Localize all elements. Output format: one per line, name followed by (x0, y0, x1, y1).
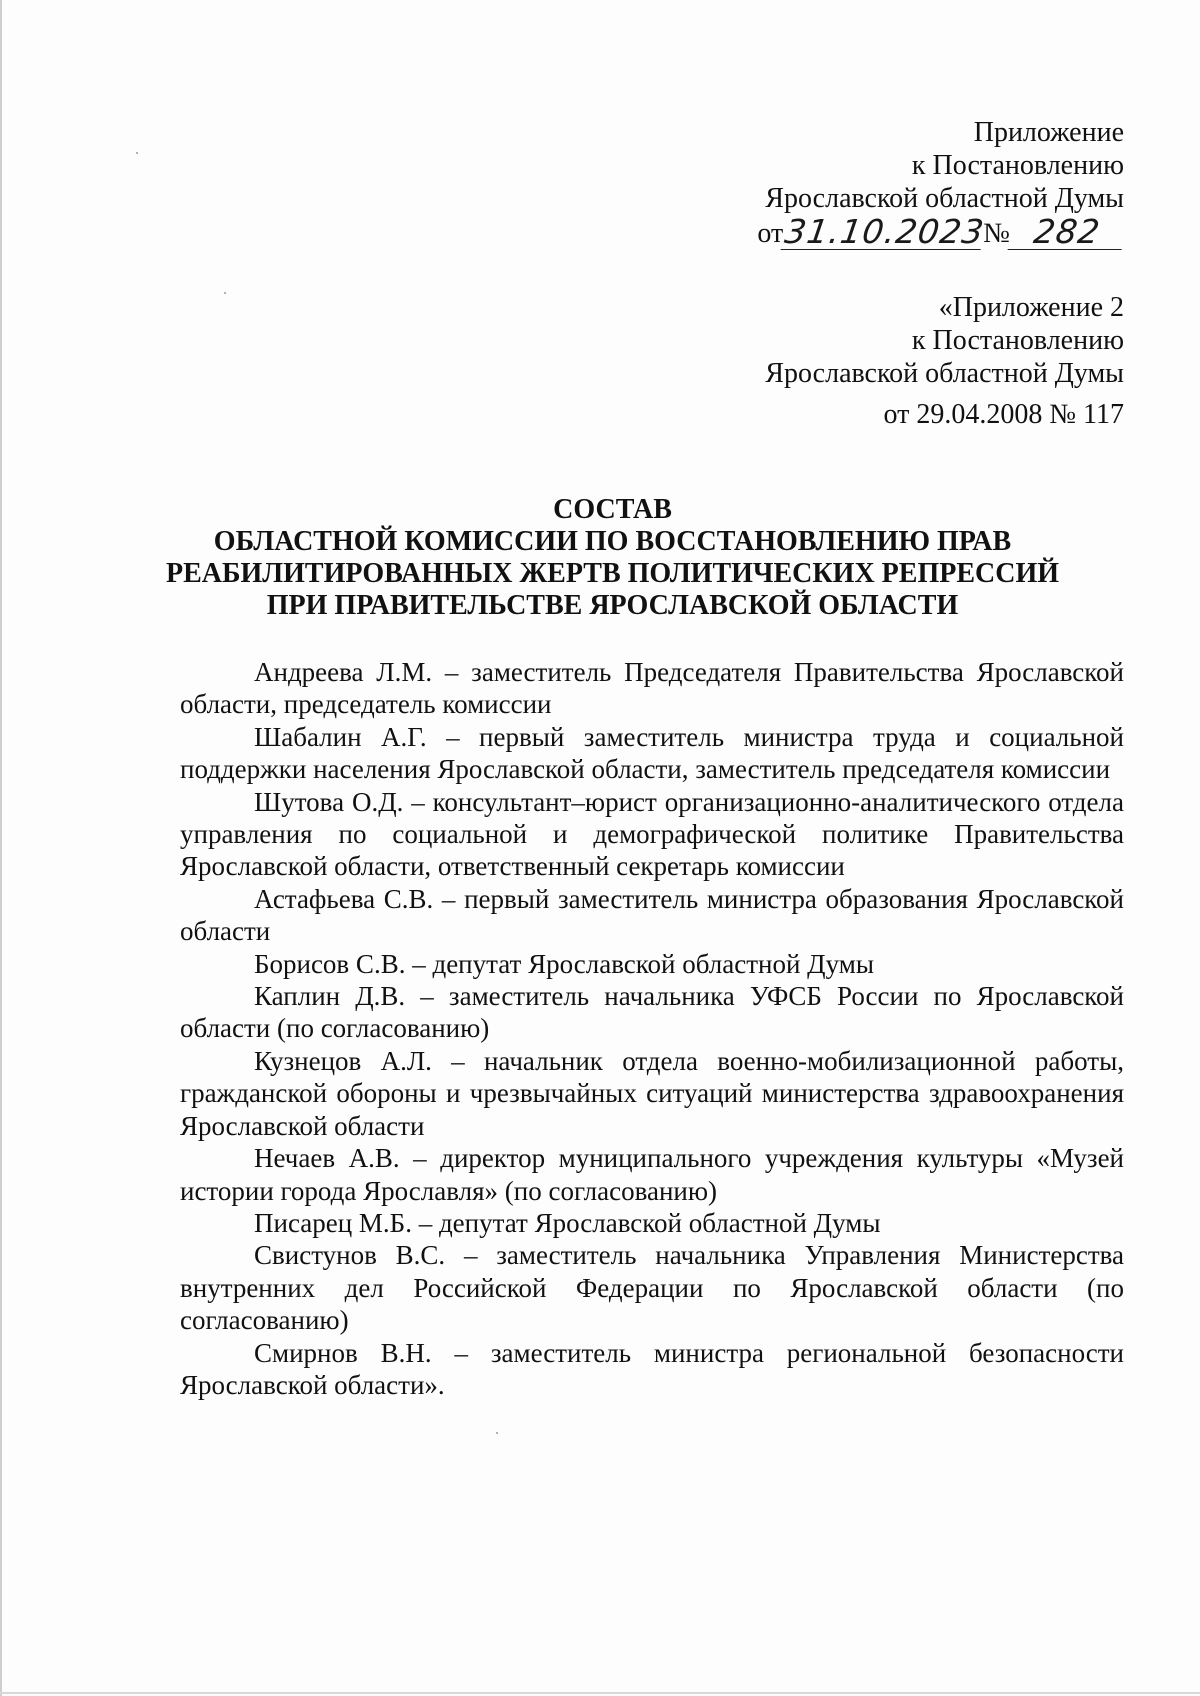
member-entry: Астафьева С.В. – первый заместитель министра образования Ярославской области (180, 883, 1124, 947)
scan-edge-bottom (0, 1692, 1200, 1694)
appendix-header (757, 116, 1124, 250)
member-entry: Свистунов В.С. – заместитель начальника Управления Министерства внутренних дел Российской Федерации по Ярославской области (по согласованию) (180, 1240, 1124, 1336)
title-line-1: СОСТАВ (553, 494, 672, 525)
member-entry: Кузнецов А.Л. – начальник отдела военно-мобилизационной работы, гражданской обороны и чрезвычайных ситуаций министерства здравоохранения Ярославской области (180, 1045, 1124, 1141)
number-sign: № (983, 218, 1010, 249)
member-entry: Борисов С.В. – депутат Ярославской областной Думы (254, 948, 874, 979)
original-line-1: «Приложение 2 (938, 292, 1124, 323)
original-line-3: Ярославской областной Думы (765, 358, 1124, 389)
member-entry: Писарец М.Б. – депутат Ярославской областной Думы (254, 1207, 881, 1238)
member-entry: Андреева Л.М. – заместитель Председателя Правительства Ярославской области, председатель комиссии (180, 657, 1124, 720)
appendix-line-3: Ярославской областной Думы (765, 183, 1124, 214)
scan-speck (496, 1432, 498, 1434)
original-appendix-header (765, 291, 1124, 431)
title-line-3: РЕАБИЛИТИРОВАННЫХ ЖЕРТВ ПОЛИТИЧЕСКИХ РЕПРЕССИЙ (165, 558, 1060, 589)
member-entry: Каплин Д.В. – заместитель начальника УФСБ России по Ярославской области (по согласованию) (180, 981, 1124, 1044)
scan-edge-left (0, 0, 2, 1696)
handwritten-date: 31.10.2023 (782, 212, 988, 251)
original-line-2: к Постановлению (911, 325, 1124, 356)
scan-speck (136, 152, 138, 154)
member-entry: Шутова О.Д. – консультант–юрист организационно-аналитического отдела управления по социальной и демографической политике Правительства Ярославской области, ответственный секретарь комиссии (180, 786, 1124, 882)
scan-speck (224, 292, 226, 294)
document-title (120, 494, 1105, 622)
member-entry: Шабалин А.Г. – первый заместитель министра труда и социальной поддержки населения Ярославской области, заместитель председателя комиссии (180, 721, 1124, 785)
from-prefix: от (757, 218, 784, 249)
members-list (180, 656, 1124, 1401)
member-entry: Нечаев А.В. – директор муниципального учреждения культуры «Музей истории города Ярославля» (по согласованию) (180, 1143, 1124, 1206)
title-line-4: ПРИ ПРАВИТЕЛЬСТВЕ ЯРОСЛАВСКОЙ ОБЛАСТИ (266, 590, 959, 621)
original-line-4: от 29.04.2008 № 117 (883, 399, 1124, 430)
appendix-from-line (757, 212, 1124, 251)
appendix-line-2: к Постановлению (911, 150, 1124, 181)
member-entry: Смирнов В.Н. – заместитель министра региональной безопасности Ярославской области». (180, 1337, 1124, 1400)
handwritten-number: 282 (1008, 215, 1127, 250)
title-line-2: ОБЛАСТНОЙ КОМИССИИ ПО ВОССТАНОВЛЕНИЮ ПРАВ (213, 526, 1012, 557)
appendix-line-1: Приложение (973, 117, 1124, 148)
